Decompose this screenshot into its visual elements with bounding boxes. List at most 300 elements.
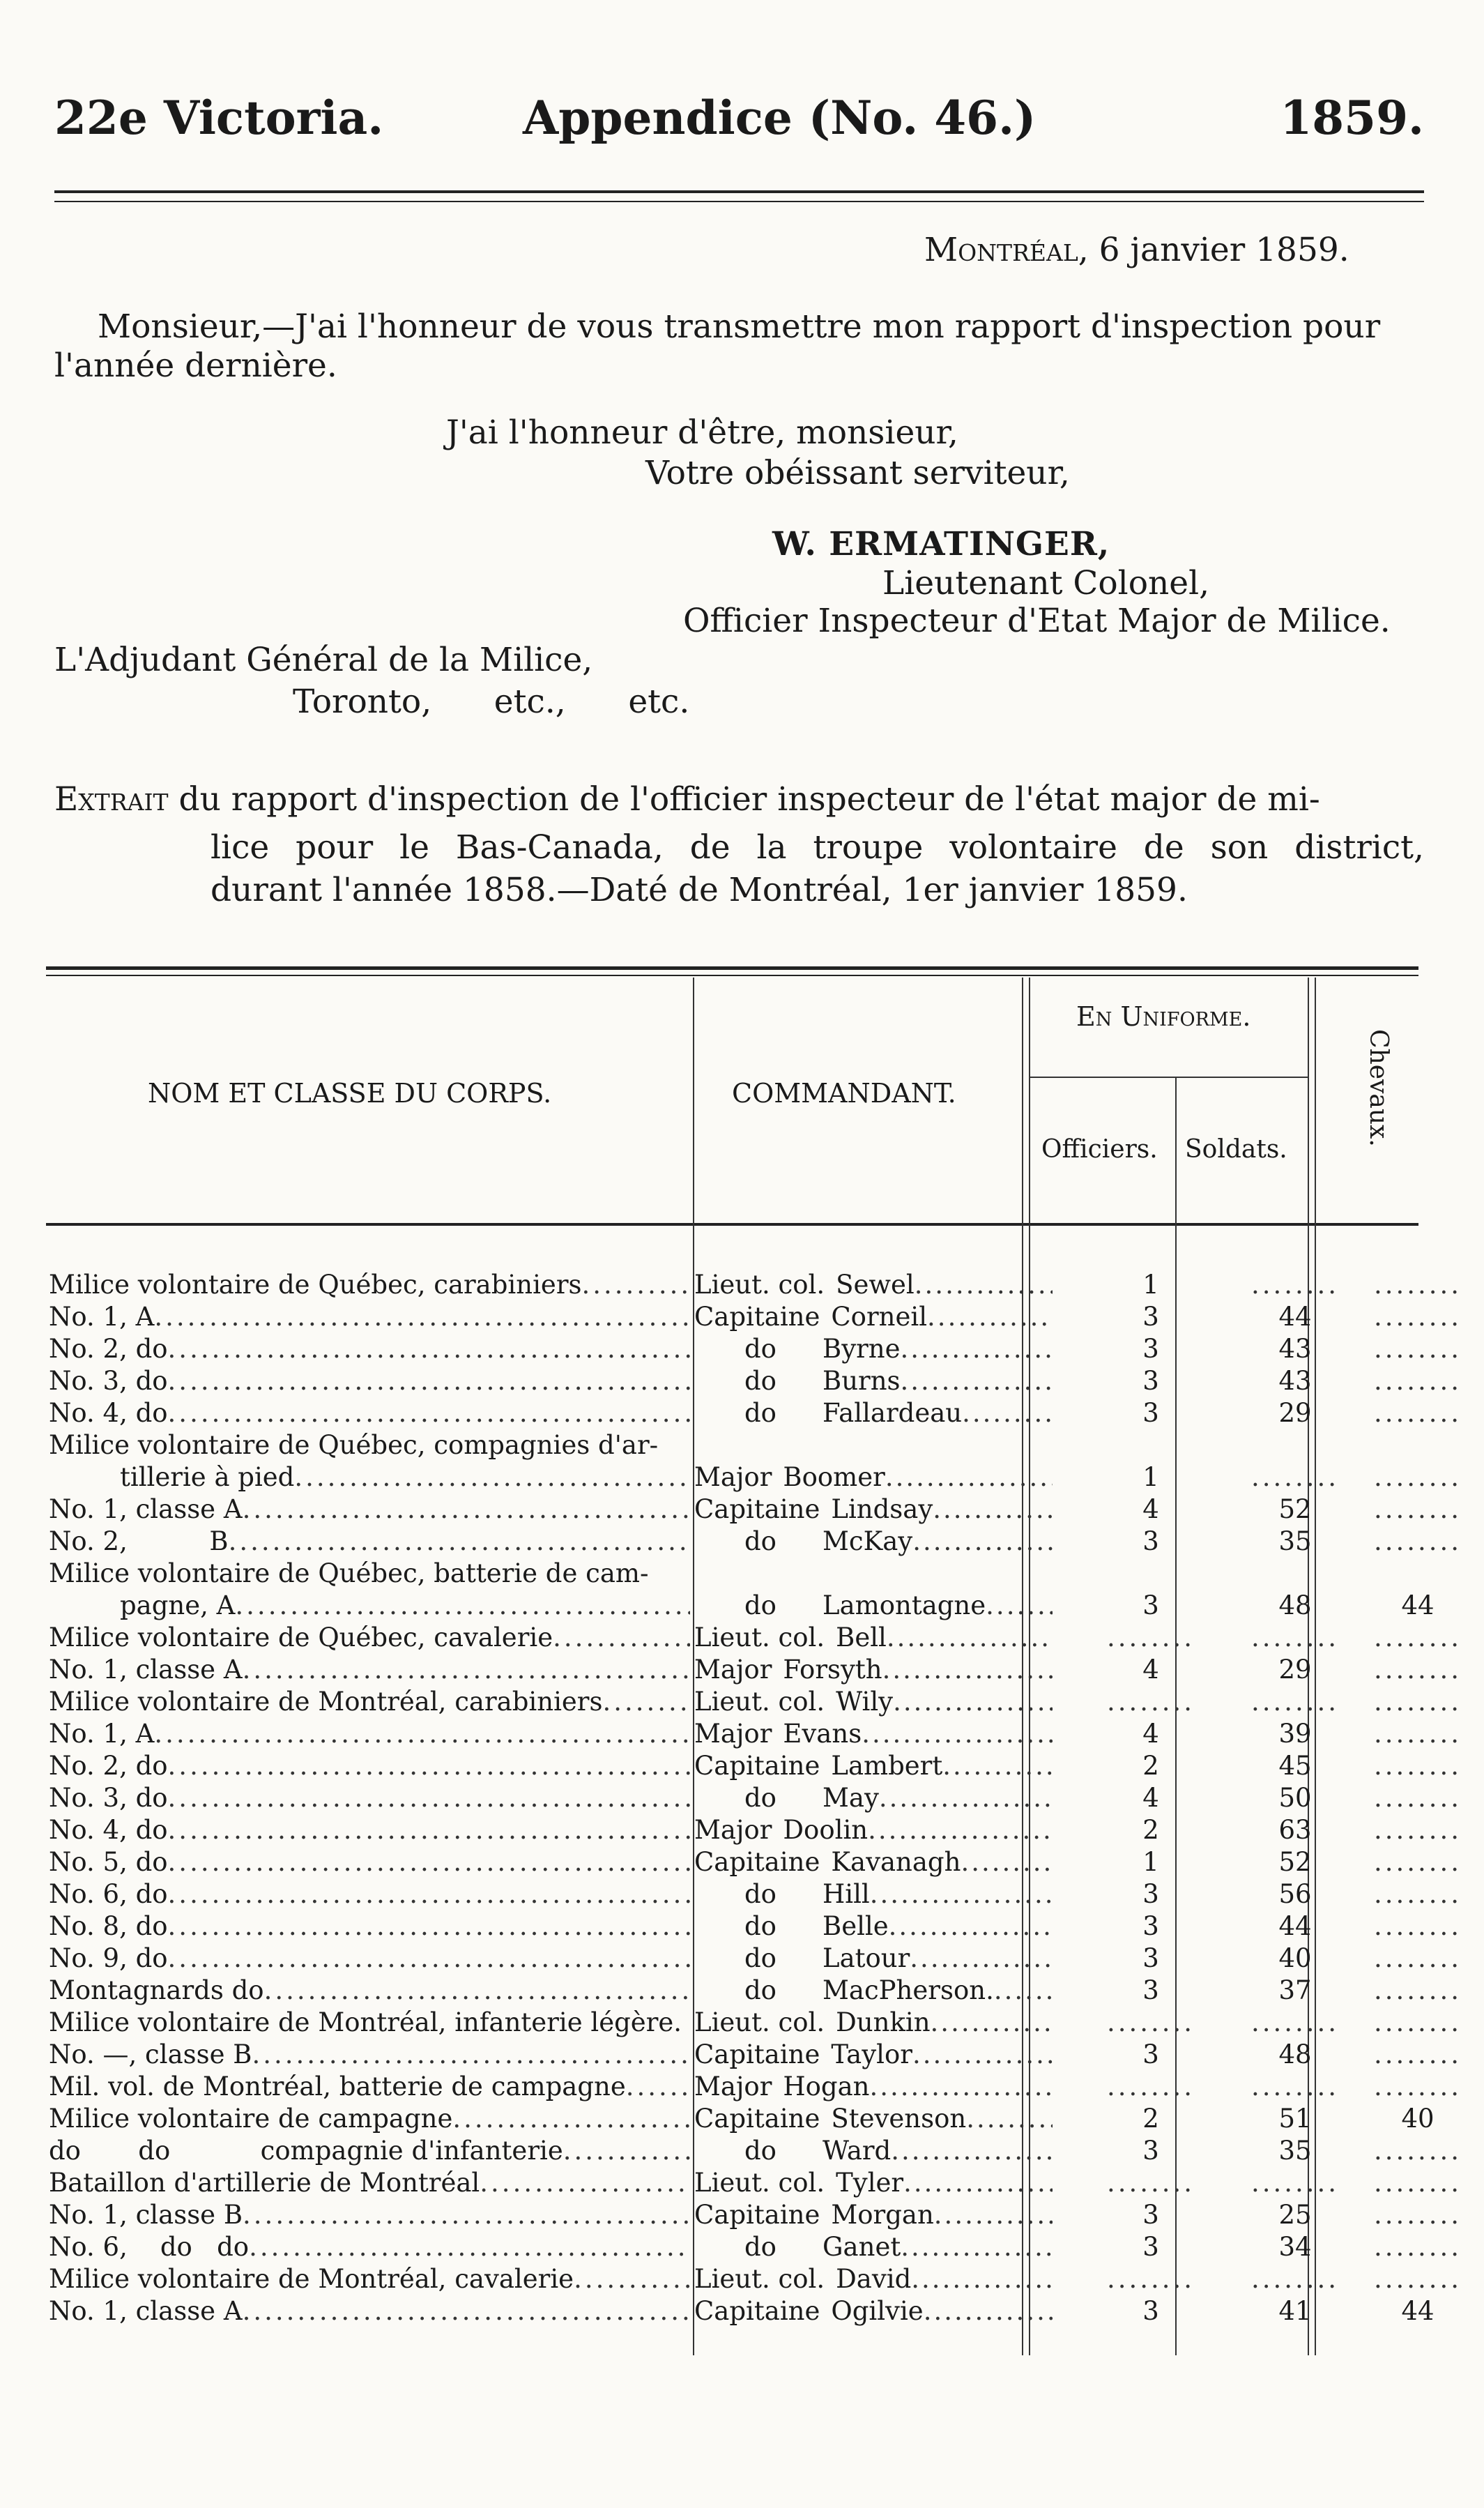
empty-dots: ........ <box>1106 1622 1195 1652</box>
commander-name: Evans <box>783 1719 862 1749</box>
horses-count <box>1372 1750 1464 1782</box>
commander-rank: Capitaine <box>694 1302 820 1332</box>
soldiers-count <box>1234 1622 1356 1654</box>
soldiers-count: 25 <box>1278 2200 1312 2230</box>
salutation-line-2: l'année dernière. <box>54 347 337 385</box>
leader-dots <box>168 1397 690 1429</box>
col-header-soldiers: Soldats. <box>1185 1135 1287 1164</box>
corps-name <box>49 1558 690 1590</box>
corps-name <box>49 1782 690 1814</box>
horses-count <box>1372 1878 1464 1910</box>
corps-name-text: Milice volontaire de Montréal, carabiniers <box>49 1687 603 1717</box>
corps-name-text: Milice volontaire de campagne <box>49 2104 453 2134</box>
leader-dots <box>563 2135 690 2167</box>
soldiers-count: 37 <box>1278 1975 1312 2005</box>
commander-name: Tyler <box>836 2168 904 2198</box>
horses-count: 44 <box>1401 2296 1435 2326</box>
corps-name <box>49 1718 690 1750</box>
corps-name <box>49 1750 690 1782</box>
leader-dots <box>294 1461 690 1494</box>
leader-dots <box>868 1814 1053 1846</box>
corps-name <box>49 1301 690 1333</box>
horses-count <box>1372 1622 1464 1654</box>
leader-dots <box>243 2295 690 2327</box>
table-row <box>49 1878 1462 1910</box>
commander-name: Boomer <box>783 1462 885 1492</box>
officers-count: 3 <box>1142 1911 1159 1941</box>
corps-name <box>49 2135 690 2167</box>
corps-name-text: No. 2, do <box>49 1334 168 1364</box>
commander <box>694 1750 1053 1782</box>
empty-dots: ........ <box>1373 2168 1462 2198</box>
commander-rank: Lieut. col. <box>694 1687 825 1717</box>
corps-name <box>49 1333 690 1365</box>
empty-dots: ........ <box>1373 2039 1462 2069</box>
empty-dots: ........ <box>1106 1687 1195 1717</box>
officers-count: 3 <box>1142 2232 1159 2262</box>
horses-count <box>1372 1269 1464 1301</box>
corps-name-text: No. 1, A <box>49 1302 155 1332</box>
leader-dots <box>882 1654 1053 1686</box>
table-row <box>49 1301 1462 1333</box>
leader-dots <box>910 1943 1053 1975</box>
leader-dots <box>903 2167 1053 2199</box>
corps-name-text: No. 1, classe A <box>49 1655 243 1685</box>
corps-name <box>49 2167 690 2199</box>
commander <box>694 1910 1053 1943</box>
commander-rank: Major <box>694 1462 772 1492</box>
leader-dots <box>901 1365 1053 1397</box>
leader-dots <box>879 1782 1053 1814</box>
corps-name <box>49 2263 690 2295</box>
corps-name <box>49 1878 690 1910</box>
soldiers-count: 56 <box>1278 1879 1312 1909</box>
empty-dots: ........ <box>1250 1622 1340 1652</box>
empty-dots: ........ <box>1250 1270 1340 1300</box>
leader-dots <box>986 1590 1053 1622</box>
empty-dots: ........ <box>1250 2168 1340 2198</box>
leader-dots <box>168 1750 690 1782</box>
officers-count: 2 <box>1142 1815 1159 1845</box>
leader-dots <box>452 2103 690 2135</box>
horses-count <box>1372 1365 1464 1397</box>
table-row <box>49 1365 1462 1397</box>
officers-count <box>1069 2167 1232 2199</box>
commander-name: Morgan <box>831 2200 934 2230</box>
corps-name-text: No. 2, B <box>49 1526 229 1556</box>
corps-name-text: Bataillon d'artillerie de Montréal <box>49 2168 480 2198</box>
commander-rank: do <box>744 1366 777 1396</box>
commander <box>694 1397 1053 1429</box>
corps-name-text: No. 9, do <box>49 1943 168 1973</box>
corps-name <box>49 2007 690 2039</box>
salutation-line-1: Monsieur,—J'ai l'honneur de vous transmettre mon rapport d'inspection pour <box>98 307 1381 346</box>
empty-dots: ........ <box>1373 2264 1462 2294</box>
soldiers-count: 50 <box>1278 1783 1312 1813</box>
horses-count <box>1372 2071 1464 2103</box>
horses-count <box>1372 1333 1464 1365</box>
corps-name-text: Montagnards do <box>49 1975 264 2005</box>
signature-title-1: Lieutenant Colonel, <box>882 564 1210 602</box>
corps-name-text: No. 2, do <box>49 1751 168 1781</box>
commander <box>694 2007 1053 2039</box>
militia-table <box>49 1269 1462 2327</box>
empty-dots: ........ <box>1373 2007 1462 2037</box>
commander-rank: Capitaine <box>694 2039 820 2069</box>
empty-dots: ........ <box>1373 1398 1462 1428</box>
table-row <box>49 1846 1462 1878</box>
table-row <box>49 1975 1462 2007</box>
soldiers-count: 39 <box>1278 1719 1312 1749</box>
table-row <box>49 1814 1462 1846</box>
commander-name: May <box>823 1783 879 1813</box>
corps-name <box>49 2231 690 2263</box>
table-row <box>49 1558 1415 1590</box>
commander-name: Stevenson <box>831 2104 967 2134</box>
horses-count <box>1372 1782 1464 1814</box>
corps-name-text: No. 6, do do <box>49 2232 250 2262</box>
officers-count <box>1069 2263 1232 2295</box>
horses-count <box>1372 1397 1464 1429</box>
extract-line-2: lice pour le Bas-Canada, de la troupe volontaire de son district, <box>211 828 1424 867</box>
empty-dots: ........ <box>1373 2200 1462 2230</box>
leader-dots <box>912 1526 1053 1558</box>
commander-rank: do <box>744 2232 777 2262</box>
corps-name <box>49 1429 690 1461</box>
commander-rank: do <box>744 1783 777 1813</box>
empty-dots: ........ <box>1106 2007 1195 2037</box>
corps-name-text: No. 6, do <box>49 1879 168 1909</box>
corps-name <box>49 2039 690 2071</box>
corps-name-text: No. 3, do <box>49 1783 168 1813</box>
corps-name-text: do do compagnie d'infanterie <box>49 2136 563 2166</box>
table-row <box>49 2071 1462 2103</box>
horses-count <box>1372 2135 1464 2167</box>
soldiers-count: 63 <box>1278 1815 1312 1845</box>
soldiers-count: 43 <box>1278 1334 1312 1364</box>
commander-name: Hill <box>823 1879 870 1909</box>
leader-dots <box>480 2167 690 2199</box>
empty-dots: ........ <box>1373 1366 1462 1396</box>
corps-name-text: No. 1, A <box>49 1719 155 1749</box>
dateline <box>924 230 1349 271</box>
soldiers-count <box>1234 1269 1356 1301</box>
empty-dots: ........ <box>1373 1270 1462 1300</box>
commander-rank: do <box>744 1590 777 1620</box>
corps-name <box>49 1365 690 1397</box>
soldiers-count: 48 <box>1278 1590 1312 1620</box>
officers-count: 3 <box>1142 1302 1159 1332</box>
commander-rank: Major <box>694 1719 772 1749</box>
leader-dots <box>243 1494 690 1526</box>
commander-rank: do <box>744 1334 777 1364</box>
table-row <box>49 1526 1462 1558</box>
horses-count <box>1372 1686 1464 1718</box>
officers-count: 3 <box>1142 2039 1159 2069</box>
leader-dots <box>243 1654 690 1686</box>
leader-dots <box>602 1686 690 1718</box>
table-row <box>49 2263 1462 2295</box>
table-row <box>49 1429 1415 1461</box>
table-row <box>49 2167 1462 2199</box>
leader-dots <box>168 1333 690 1365</box>
table-row <box>49 2199 1462 2231</box>
corps-name-text: Mil. vol. de Montréal, batterie de campagne <box>49 2072 626 2102</box>
officers-count: 1 <box>1142 1847 1159 1877</box>
leader-dots <box>891 2135 1053 2167</box>
horses-count <box>1372 2039 1464 2071</box>
soldiers-count: 52 <box>1278 1847 1312 1877</box>
commander <box>694 1975 1053 2007</box>
leader-dots <box>912 2039 1053 2071</box>
commander <box>694 2103 1053 2135</box>
empty-dots: ........ <box>1373 1687 1462 1717</box>
empty-dots: ........ <box>1373 2136 1462 2166</box>
commander-name: David <box>836 2264 912 2294</box>
commander <box>694 2167 1053 2199</box>
leader-dots <box>574 2263 690 2295</box>
corps-name-text: No. —, classe B <box>49 2039 252 2069</box>
leader-dots <box>168 1814 690 1846</box>
corps-name-text: tillerie à pied <box>120 1462 295 1492</box>
officers-count: 3 <box>1142 1334 1159 1364</box>
closing-line-2: Votre obéissant serviteur, <box>645 454 1070 492</box>
commander-name: Lamontagne <box>823 1590 986 1620</box>
table-row <box>49 1910 1462 1943</box>
commander-name: Ganet <box>823 2232 901 2262</box>
col-header-officers: Officiers. <box>1041 1135 1158 1164</box>
table-row <box>49 2231 1462 2263</box>
table-row <box>49 1622 1462 1654</box>
corps-name <box>49 1654 690 1686</box>
empty-dots: ........ <box>1373 1334 1462 1364</box>
officers-count: 4 <box>1142 1655 1159 1685</box>
officers-count: 2 <box>1142 1751 1159 1781</box>
corps-name-text: Milice volontaire de Montréal, infanterie légère. <box>49 2007 682 2037</box>
commander-name: Corneil <box>831 1302 928 1332</box>
officers-count: 3 <box>1142 1879 1159 1909</box>
empty-dots: ........ <box>1250 2072 1340 2102</box>
commander-rank: Lieut. col. <box>694 2007 825 2037</box>
leader-dots <box>893 1686 1053 1718</box>
empty-dots: ........ <box>1250 2264 1340 2294</box>
table-row <box>49 2007 1462 2039</box>
corps-name <box>49 1814 690 1846</box>
commander-rank: Lieut. col. <box>694 2264 825 2294</box>
soldiers-count: 40 <box>1278 1943 1312 1973</box>
officers-count <box>1069 1686 1232 1718</box>
commander <box>694 2199 1053 2231</box>
signature-title-2: Officier Inspecteur d'Etat Major de Milice. <box>683 602 1391 640</box>
empty-dots: ........ <box>1373 1462 1462 1492</box>
empty-dots: ........ <box>1373 1751 1462 1781</box>
corps-name-text: Milice volontaire de Québec, carabiniers <box>49 1270 582 1300</box>
empty-dots: ........ <box>1373 1911 1462 1941</box>
extract-line-3: durant l'année 1858.—Daté de Montréal, 1er janvier 1859. <box>211 871 1188 909</box>
commander-name: Sewel <box>836 1270 915 1300</box>
commander-rank: Capitaine <box>694 1751 820 1781</box>
leader-dots <box>933 1494 1053 1526</box>
commander <box>694 2071 1053 2103</box>
dateline-date: 6 janvier 1859. <box>1099 231 1349 269</box>
soldiers-count <box>1234 2071 1356 2103</box>
officers-count: 3 <box>1142 1366 1159 1396</box>
commander-rank: Major <box>694 1655 772 1685</box>
empty-dots: ........ <box>1373 1783 1462 1813</box>
table-row <box>49 1333 1462 1365</box>
commander-rank: do <box>744 2136 777 2166</box>
corps-name-text: No. 4, do <box>49 1815 168 1845</box>
commander-name: Kavanagh <box>831 1847 961 1877</box>
table-row <box>49 1590 1435 1622</box>
commander <box>694 1686 1053 1718</box>
leader-dots <box>889 1910 1053 1943</box>
commander <box>694 2039 1053 2071</box>
commander-name: Belle <box>823 1911 889 1941</box>
header-rule-thick <box>54 190 1424 193</box>
corps-name-text: No. 1, classe B <box>49 2200 243 2230</box>
corps-name <box>49 2199 690 2231</box>
commander <box>694 1301 1053 1333</box>
leader-dots <box>154 1301 690 1333</box>
running-header <box>54 91 1424 153</box>
officers-count: 4 <box>1142 1783 1159 1813</box>
officers-count: 1 <box>1142 1462 1159 1492</box>
leader-dots <box>252 2039 690 2071</box>
corps-name <box>49 2071 690 2103</box>
commander-name: Bell <box>836 1622 887 1652</box>
leader-dots <box>249 2231 690 2263</box>
corps-name-text: Milice volontaire de Montréal, cavalerie <box>49 2264 574 2294</box>
officers-count: 4 <box>1142 1719 1159 1749</box>
officers-count <box>1069 1622 1232 1654</box>
corps-name-text: pagne, A <box>120 1590 236 1620</box>
table-row <box>49 1943 1462 1975</box>
corps-name <box>49 2103 690 2135</box>
corps-name-text: Milice volontaire de Québec, batterie de cam- <box>49 1558 649 1588</box>
commander <box>694 1622 1053 1654</box>
leader-dots <box>924 2295 1053 2327</box>
officers-count: 3 <box>1142 2200 1159 2230</box>
leader-dots <box>915 1269 1053 1301</box>
commander-rank: do <box>744 1879 777 1909</box>
corps-name-text: No. 8, do <box>49 1911 168 1941</box>
leader-dots <box>927 1301 1053 1333</box>
empty-dots: ........ <box>1373 1847 1462 1877</box>
leader-dots <box>235 1590 690 1622</box>
soldiers-count: 44 <box>1278 1911 1312 1941</box>
officers-count <box>1069 2071 1232 2103</box>
commander-name: Wily <box>836 1687 894 1717</box>
header-bottom-rule <box>46 1223 1418 1226</box>
soldiers-count <box>1234 1461 1356 1494</box>
leader-dots <box>931 2007 1053 2039</box>
horses-count <box>1372 1814 1464 1846</box>
corps-name <box>49 1494 690 1526</box>
soldiers-count: 35 <box>1278 1526 1312 1556</box>
horses-count <box>1372 1461 1464 1494</box>
empty-dots: ........ <box>1373 1879 1462 1909</box>
leader-dots <box>626 2071 690 2103</box>
table-row <box>49 1782 1462 1814</box>
header-appendix: Appendice (No. 46.) <box>523 91 1036 145</box>
commander-rank: do <box>744 1911 777 1941</box>
soldiers-count <box>1234 2167 1356 2199</box>
empty-dots: ........ <box>1250 1462 1340 1492</box>
leader-dots <box>885 1461 1053 1494</box>
horses-count <box>1372 1846 1464 1878</box>
leader-dots <box>168 1365 690 1397</box>
commander <box>694 1846 1053 1878</box>
commander-rank: do <box>744 1398 777 1428</box>
leader-dots <box>870 1878 1053 1910</box>
commander <box>694 1814 1053 1846</box>
commander <box>694 1461 1053 1494</box>
corps-name <box>49 1943 690 1975</box>
commander <box>694 1782 1053 1814</box>
soldiers-count <box>1234 2263 1356 2295</box>
extract-text-1: du rapport d'inspection de l'officier inspecteur de l'état major de mi- <box>178 780 1320 819</box>
col-header-commander: COMMANDANT. <box>732 1078 956 1109</box>
commander <box>694 2295 1053 2327</box>
commander-rank: Capitaine <box>694 2104 820 2134</box>
soldiers-count <box>1234 2007 1356 2039</box>
commander <box>694 2231 1053 2263</box>
horses-count <box>1372 1943 1464 1975</box>
commander <box>694 1718 1053 1750</box>
empty-dots: ........ <box>1373 1719 1462 1749</box>
leader-dots <box>862 1718 1053 1750</box>
table-row <box>49 1494 1462 1526</box>
empty-dots: ........ <box>1373 1943 1462 1973</box>
corps-name <box>49 1622 690 1654</box>
horses-count <box>1372 1910 1464 1943</box>
header-rule-thin <box>54 201 1424 202</box>
table-row <box>49 1718 1462 1750</box>
empty-dots: ........ <box>1373 1655 1462 1685</box>
commander-name: Byrne <box>823 1334 901 1364</box>
header-session: 22e Victoria. <box>54 91 384 145</box>
extract-lead: Extrait <box>54 780 169 819</box>
soldiers-count: 29 <box>1278 1655 1312 1685</box>
empty-dots: ........ <box>1106 2264 1195 2294</box>
leader-dots <box>168 1846 690 1878</box>
officers-count: 2 <box>1142 2104 1159 2134</box>
commander <box>694 1365 1053 1397</box>
empty-dots: ........ <box>1373 1622 1462 1652</box>
commander-name: Lindsay <box>831 1494 933 1524</box>
horses-count <box>1372 2167 1464 2199</box>
commander-rank: Capitaine <box>694 1847 820 1877</box>
corps-name-text: No. 5, do <box>49 1847 168 1877</box>
soldiers-count: 43 <box>1278 1366 1312 1396</box>
commander <box>694 1269 1053 1301</box>
commander-rank: Major <box>694 1815 772 1845</box>
empty-dots: ........ <box>1373 1526 1462 1556</box>
horses-count <box>1372 1975 1464 2007</box>
leader-dots <box>870 2071 1053 2103</box>
commander <box>694 1878 1053 1910</box>
commander-rank: do <box>744 1943 777 1973</box>
header-year: 1859. <box>1280 91 1424 145</box>
leader-dots <box>901 2231 1053 2263</box>
commander-rank: do <box>744 1526 777 1556</box>
leader-dots <box>994 1975 1053 2007</box>
commander-rank: do <box>744 1975 777 2005</box>
soldiers-count: 48 <box>1278 2039 1312 2069</box>
commander-name: Fallardeau <box>823 1398 963 1428</box>
commander-name: Hogan <box>783 2072 870 2102</box>
